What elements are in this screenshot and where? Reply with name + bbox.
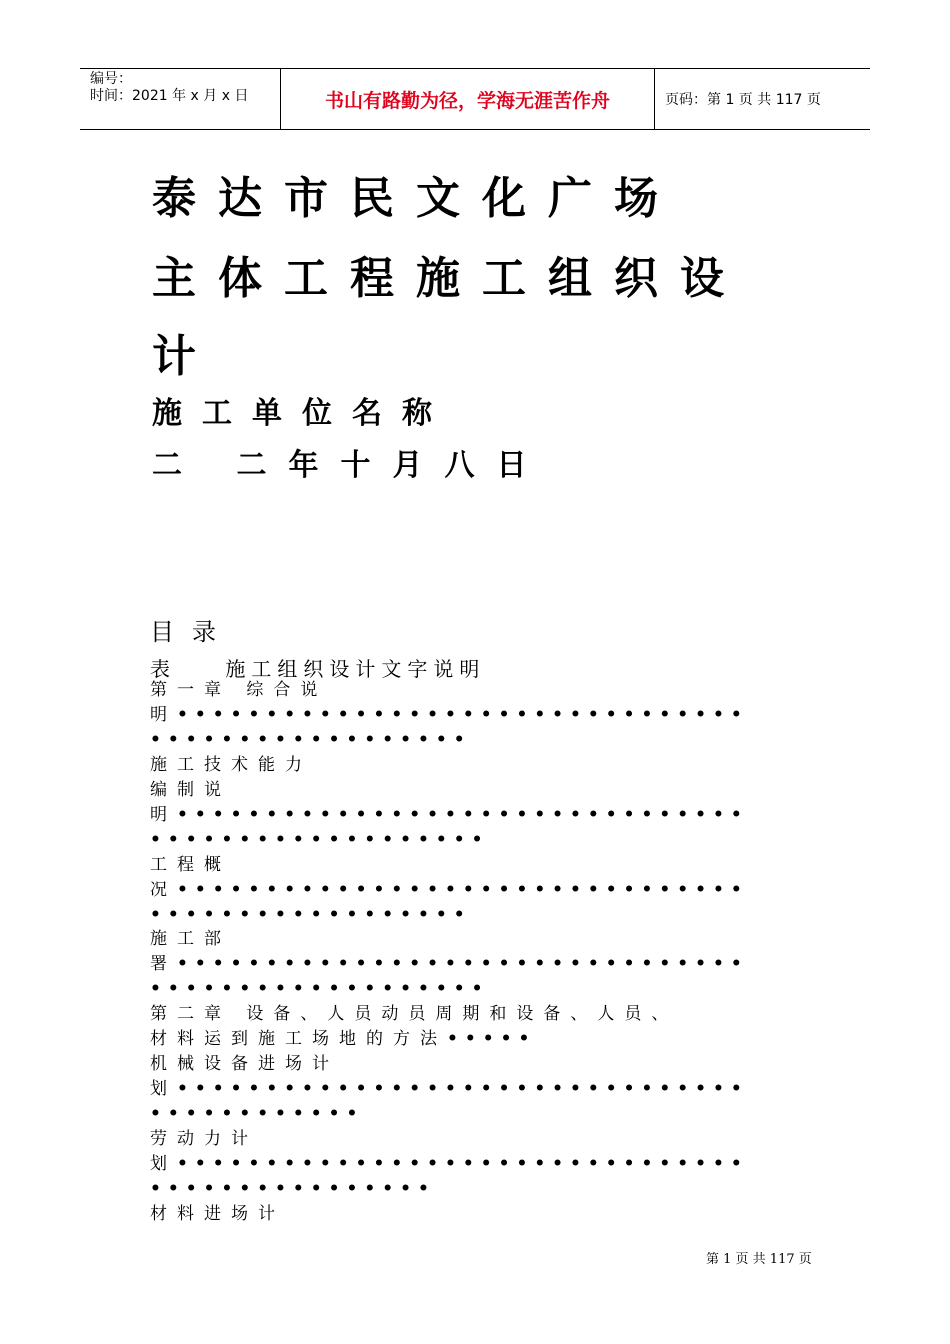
toc-line bbox=[150, 828, 800, 852]
page-footer: 第 1 页 共 117 页 bbox=[706, 1252, 812, 1267]
title-line-3: 计 bbox=[152, 331, 218, 382]
toc-leader-dots: •••••••••••••••••••••••••••••••• bbox=[177, 954, 749, 974]
toc-leader-dots: •••••••••••••••• bbox=[150, 1179, 436, 1199]
toc-line bbox=[150, 903, 800, 927]
toc-leader-dots: •••••••••••••••••••••••••••••••• bbox=[177, 705, 749, 725]
toc-line: 施工技术能力 bbox=[150, 755, 312, 775]
toc-leader-dots: •••••••••••• bbox=[150, 1104, 365, 1124]
toc-line bbox=[150, 1077, 800, 1101]
toc-leader-dots: •••••••••••••••••••••••••••••••• bbox=[177, 1079, 749, 1099]
toc-line: 机械设备进场计 bbox=[150, 1054, 339, 1074]
title-line-1: 泰达市民文化广场 bbox=[152, 173, 680, 224]
toc-line: 编制说 bbox=[150, 780, 231, 800]
construction-unit: 施工单位名称 bbox=[152, 396, 452, 431]
toc-text: 况 bbox=[150, 880, 177, 900]
number-label: 编号： bbox=[90, 71, 132, 87]
header-motto: 书山有路勤为径，学海无涯苦作舟 bbox=[281, 69, 655, 129]
toc-text: 明 bbox=[150, 805, 177, 825]
toc-heading: 目录 bbox=[150, 618, 234, 646]
toc-leader-dots: •••••••••••••••••• bbox=[150, 905, 472, 925]
toc-line bbox=[150, 1102, 800, 1126]
toc-line: 劳动力计 bbox=[150, 1129, 258, 1149]
toc-leader-dots: •••••••••••••••••• bbox=[150, 730, 472, 750]
toc-line bbox=[150, 803, 800, 827]
header-meta bbox=[80, 69, 281, 129]
toc-line bbox=[150, 878, 800, 902]
toc-line: 第一章 综合说 bbox=[150, 680, 328, 700]
toc-leader-dots: •••••••••••••••••••••••••••••••• bbox=[177, 805, 749, 825]
time-label: 时间：2021 年 x 月 x 日 bbox=[90, 88, 249, 104]
toc-line bbox=[150, 1152, 800, 1176]
toc-leader-dots: ••••••••••••••••••• bbox=[150, 830, 490, 850]
toc-line: 施工部 bbox=[150, 929, 231, 949]
toc-leader-dots: •••••••••••••••••••••••••••••••• bbox=[177, 880, 749, 900]
toc-line bbox=[150, 1027, 800, 1051]
title-line-2: 主体工程施工组织设 bbox=[152, 253, 746, 304]
toc-line bbox=[150, 952, 800, 976]
toc-line bbox=[150, 703, 800, 727]
toc-line: 工程概 bbox=[150, 855, 231, 875]
toc-line: 第二章 设备、人员动员周期和设备、人员、 bbox=[150, 1004, 679, 1024]
toc-line bbox=[150, 728, 800, 752]
toc-line bbox=[150, 1177, 800, 1201]
toc-text: 划 bbox=[150, 1154, 177, 1174]
toc-text: 明 bbox=[150, 705, 177, 725]
toc-text: 材料运到施工场地的方法 bbox=[150, 1029, 447, 1049]
toc-subheading: 表 施工组织设计文字说明 bbox=[150, 657, 486, 681]
toc-leader-dots: ••••• bbox=[447, 1029, 537, 1049]
toc-line bbox=[150, 977, 800, 1001]
toc-text: 署 bbox=[150, 954, 177, 974]
toc-text: 划 bbox=[150, 1079, 177, 1099]
toc-leader-dots: •••••••••••••••••••••••••••••••• bbox=[177, 1154, 749, 1174]
toc-line: 材料进场计 bbox=[150, 1204, 285, 1224]
toc-leader-dots: ••••••••••••••••••• bbox=[150, 979, 490, 999]
header-page-label: 页码：第 1 页 共 117 页 bbox=[665, 92, 821, 108]
document-date: 二 二年十月八日 bbox=[152, 448, 549, 483]
page-header bbox=[80, 68, 870, 130]
